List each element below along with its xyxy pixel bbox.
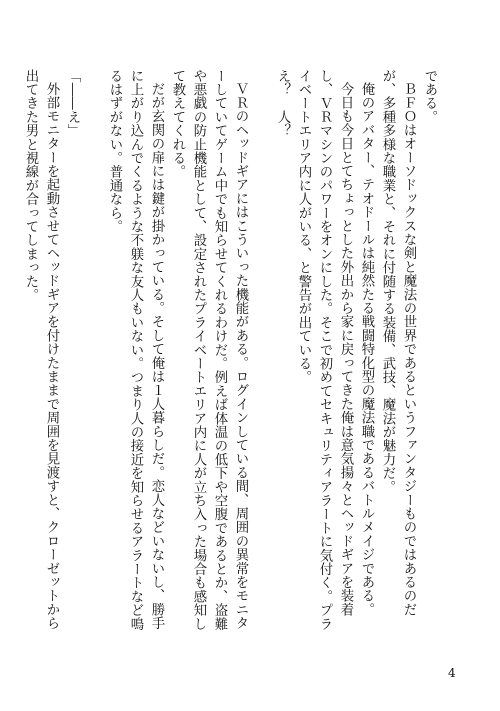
paragraph-8: 「――え」 <box>65 69 80 138</box>
paragraph-6: ＶＲのヘッドギアにはこういった機能がある。ログインしている間、周囲の異常をモニターしていてゲーム中でも知らせてくれるわけだ。例えば体温の低下や空腹であるとか、盗難や悪戯の防止機能として、設定されたプライベートエリア内に人が立ち入った場合も感知して教えてくれる。 <box>170 69 248 631</box>
paragraph-4: 今日も今日とてちょっとした外出から家に戻ってきた俺は意気揚々とヘッドギアを装着し、ＶＲマシンのパワーをオンにした。そこで初めてセキュリティアラートに気付く。プライベートエリア内に人がいる、と警告が出ている。 <box>296 69 353 631</box>
blank-line <box>251 69 272 636</box>
paragraph-9: 外部モニターを起動させてヘッドギアを付けたままで周囲を見渡すと、クローゼットから出てきた男と視線が合ってしまった。 <box>23 69 59 631</box>
paragraph-2: ＢＦＯはオーソドックスな剣と魔法の世界であるというファンタジーものではあるのだが、多種多様な職業と、それに付随する装備、武技、魔法が魅力だ。 <box>380 69 416 617</box>
page-number: 4 <box>448 666 456 680</box>
paragraph-3: 俺のアバター、テオドールは純然たる戦闘特化型の魔法職であるバトルメイジである。 <box>359 82 374 617</box>
blank-line <box>83 69 104 636</box>
vertical-text-body <box>23 69 440 636</box>
paragraph-5: え？ 人？ <box>275 69 290 138</box>
paragraph-1: である。 <box>422 69 437 124</box>
paragraph-7: だが玄関の扉には鍵が掛かっている。そして俺は１人暮らしだ。恋人などいないし、勝手に上がり込んでくるような不躾な友人もいない。つまり人の接近を知らせるアラートなど鳴るはずがない。普通なら。 <box>107 69 164 631</box>
